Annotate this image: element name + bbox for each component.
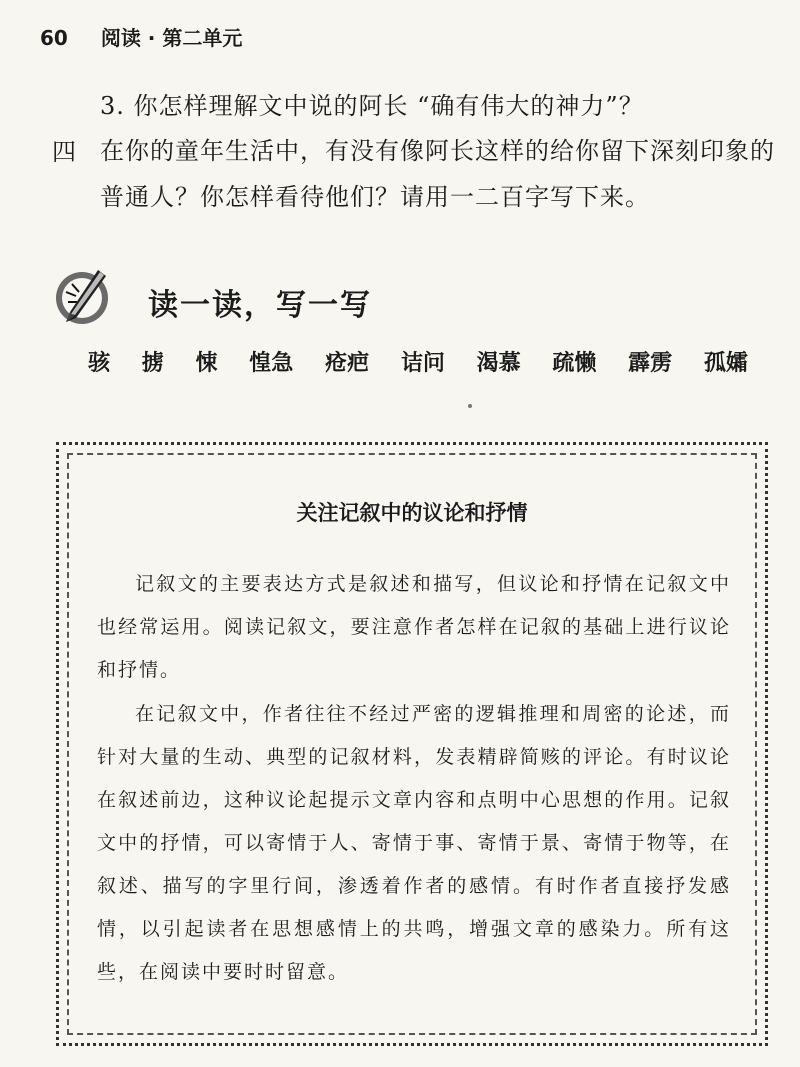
question-3: 3. 你怎样理解文中说的阿长 “确有伟大的神力”？ — [100, 92, 644, 120]
question-4-number: 四 — [52, 138, 76, 166]
read-write-title: 读一读，写一写 — [148, 288, 372, 323]
box-title: 关注记叙中的议论和抒情 — [296, 501, 528, 525]
vocab-word: 诘问 — [400, 350, 445, 376]
box-paragraph: 在记叙文中，作者往往不经过严密的逻辑推理和周密的论述，而针对大量的生动、典型的记叙材料，发表精辟简赅的评论。有时议论在叙述前边，这种议论起提示文章内容和点明中心思想的作用。记叙文中的抒情，可以寄情于人、寄情于事、寄情于景、寄情于物等，在叙述、描写的字里行间，渗透着作者的感情。有时作者直接抒发感情，以引起读者在思想感情上的共鸣，增强文章的感染力。所有这些，在阅读中要时时留意。 — [97, 703, 731, 983]
section-title: 阅读 · 第二单元 — [100, 26, 243, 50]
vocab-word: 孤孀 — [703, 350, 748, 376]
vocab-word: 霹雳 — [628, 350, 673, 376]
question-4-text: 在你的童年生活中，有没有像阿长这样的给你留下深刻印象的普通人？你怎样看待他们？请用一二百字写下来。 — [100, 137, 775, 211]
page-number: 60 — [40, 26, 68, 50]
vocab-word: 疏懒 — [552, 350, 597, 376]
page-header — [40, 22, 242, 51]
vocab-word: 疮疤 — [325, 350, 370, 376]
vocab-word: 骇 — [88, 350, 111, 376]
vocabulary-list — [88, 346, 748, 377]
vocab-word: 惶急 — [249, 350, 294, 376]
print-speck — [468, 404, 472, 408]
pencil-icon — [52, 262, 120, 330]
knowledge-box — [56, 442, 768, 1046]
vocab-word: 悚 — [195, 350, 218, 376]
box-paragraph: 记叙文的主要表达方式是叙述和描写，但议论和抒情在记叙文中也经常运用。阅读记叙文，要注意作者怎样在记叙的基础上进行议论和抒情。 — [97, 573, 731, 681]
vocab-word: 渴慕 — [476, 350, 521, 376]
vocab-word: 掳 — [141, 350, 164, 376]
